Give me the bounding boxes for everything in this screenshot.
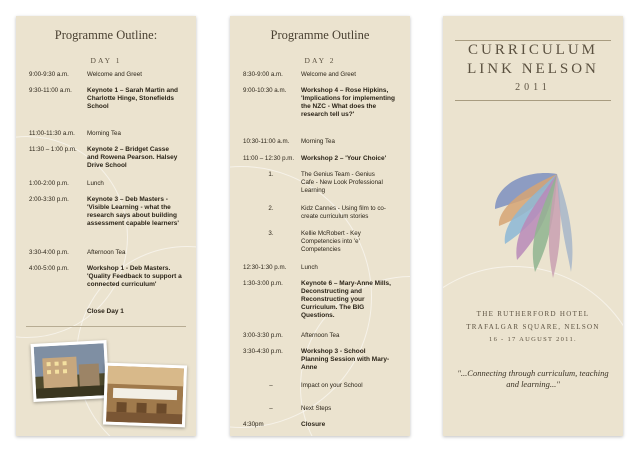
item-number: 2. xyxy=(268,205,274,212)
item-desc: The Genius Team - Genius Cafe - New Look Professional Learning xyxy=(301,171,383,194)
item-dash: – xyxy=(269,382,273,389)
conference-room-photo xyxy=(103,363,187,428)
row-desc: Afternoon Tea xyxy=(87,249,126,256)
hotel-exterior-photo xyxy=(31,340,110,402)
row-desc: Closure xyxy=(301,421,326,428)
divider xyxy=(26,326,186,327)
row-time: 4:00-5:00 p.m. xyxy=(29,265,69,272)
row-desc: Welcome and Greet xyxy=(87,71,142,78)
day-heading: DAY 2 xyxy=(304,56,336,65)
item-desc: Next Steps xyxy=(301,405,332,412)
item-desc: Kidz Cannes - Using film to co-create curriculum stories xyxy=(301,205,386,220)
cover-panel xyxy=(443,16,623,436)
row-desc: Lunch xyxy=(301,264,318,271)
item-desc: Impact on your School xyxy=(301,382,363,389)
row-desc: Welcome and Greet xyxy=(301,71,356,78)
row-desc: Keynote 6 – Mary-Anne Mills, Deconstructing and Reconstructing your Curriculum. The BIG Questions. xyxy=(301,280,391,319)
cover-year: 2011 xyxy=(515,82,551,93)
divider xyxy=(455,100,611,101)
row-time: 3:30-4:00 p.m. xyxy=(29,249,69,256)
row-desc: Keynote 1 – Sarah Martin and Charlotte Hinge, Stonefields School xyxy=(87,87,179,110)
row-time: 1:30-3:00 p.m. xyxy=(243,280,283,287)
cover-title-line2: LINK NELSON xyxy=(467,61,599,77)
row-time: 8:30-9:00 a.m. xyxy=(243,71,283,78)
row-time: 9:00-9:30 a.m. xyxy=(29,71,69,78)
row-time: 9:00-10:30 a.m. xyxy=(243,87,287,94)
row-time: 3:30-4:30 p.m. xyxy=(243,348,283,355)
row-time: 9:30-11:00 a.m. xyxy=(29,87,72,94)
row-desc: Close Day 1 xyxy=(87,308,124,315)
row-time: 1:00-2:00 p.m. xyxy=(29,180,69,187)
row-time: 11:00-11:30 a.m. xyxy=(29,130,75,137)
shell-logo xyxy=(487,164,577,284)
row-desc: Morning Tea xyxy=(301,138,335,145)
programme-title: Programme Outline: xyxy=(54,28,158,42)
row-desc: Lunch xyxy=(87,180,104,187)
row-desc: Afternoon Tea xyxy=(301,332,340,339)
row-desc: Morning Tea xyxy=(87,130,121,137)
programme-title: Programme Outline xyxy=(270,28,370,42)
row-time: 3:00-3:30 p.m. xyxy=(243,332,283,339)
item-desc: Kellie McRobert - Key Competencies into 'e' Competencies xyxy=(301,230,361,253)
row-time: 4:30pm xyxy=(243,421,264,428)
row-desc: Workshop 1 - Deb Masters. 'Quality Feedback to support a connected curriculum' xyxy=(87,265,182,288)
row-desc: Keynote 2 – Bridget Casse and Rowena Pearson. Halsey Drive School xyxy=(87,146,178,169)
venue-line2: TRAFALGAR SQUARE, NELSON xyxy=(466,323,600,331)
cover-title-line1: CURRICULUM xyxy=(467,42,598,58)
panel-day1 xyxy=(16,16,196,436)
row-desc: Keynote 3 – Deb Masters - 'Visible Learning - what the research says about building assessment capable learners' xyxy=(87,196,179,227)
item-number: 1. xyxy=(268,171,274,178)
row-time: 2:00-3:30 p.m. xyxy=(29,196,69,203)
event-dates: 16 - 17 AUGUST 2011. xyxy=(489,336,577,343)
row-time: 11:00 – 12:30 p.m. xyxy=(243,155,295,162)
row-desc: Workshop 3 - School Planning Session with Mary- Anne xyxy=(301,348,390,371)
item-dash: – xyxy=(269,405,273,412)
day-heading: DAY 1 xyxy=(90,56,122,65)
row-desc: Workshop 4 – Rose Hipkins, 'Implications for implementing the NZC - What does the research tell us?' xyxy=(301,87,395,118)
decorative-swirl xyxy=(443,266,623,436)
row-time: 10:30-11:00 a.m. xyxy=(243,138,290,145)
venue-line1: THE RUTHERFORD HOTEL xyxy=(476,310,590,318)
item-number: 3. xyxy=(268,230,274,237)
divider xyxy=(455,40,611,41)
row-time: 12:30-1:30 p.m. xyxy=(243,264,287,271)
panel-day2 xyxy=(230,16,410,436)
row-time: 11:30 – 1:00 p.m. xyxy=(29,146,77,153)
row-desc: Workshop 2 – 'Your Choice' xyxy=(301,155,387,162)
tagline-quote: "...Connecting through curriculum, teaching and learning..." xyxy=(457,368,609,389)
